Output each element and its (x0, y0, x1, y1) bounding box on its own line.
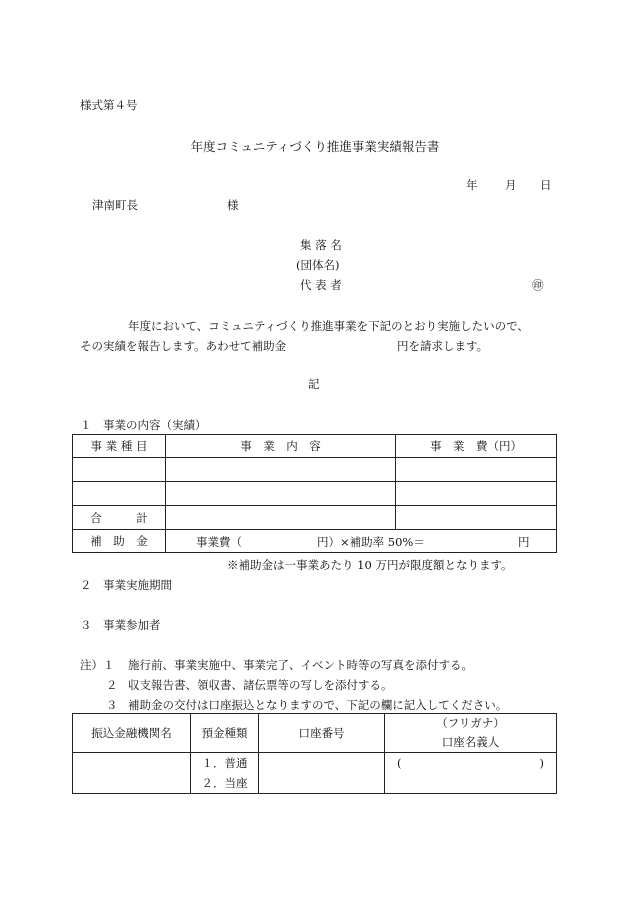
body-line-2b: 円を請求します。 (397, 339, 489, 353)
date-day: 日 (540, 178, 552, 192)
header-content: 事 業 内 容 (166, 435, 396, 458)
subsidy-calc-cell[interactable] (166, 530, 557, 553)
paren-close: ) (539, 756, 544, 770)
account-number-cell[interactable] (259, 753, 385, 794)
bank-name-header: 振込金融機関名 (73, 714, 191, 753)
body-line-1: 年度において、コミュニティづくり推進事業を下記のとおり実施したいので、 (128, 319, 529, 333)
cost-cell[interactable] (396, 458, 557, 482)
note-3: 補助金の交付は口座振込となりますので、下記の欄に記入してください。 (128, 698, 508, 712)
body-line-2a: その実績を報告します。あわせて補助金 (80, 339, 287, 353)
table-row (73, 482, 557, 506)
ki-label: 記 (308, 377, 320, 391)
form-number: 様式第４号 (80, 98, 138, 112)
content-cell[interactable] (166, 482, 396, 506)
account-holder-header (385, 714, 557, 753)
furigana-label: （フリガナ） (436, 716, 505, 730)
seal-mark: ㊞ (532, 278, 544, 292)
date-month: 月 (505, 178, 517, 192)
subsidy-text-c: 円 (518, 535, 530, 549)
representative-label: 代 表 者 (300, 278, 342, 292)
subsidy-note: ※補助金は一事業あたり 10 万円が限度額となります。 (227, 558, 513, 572)
total-content-cell[interactable] (166, 506, 396, 530)
settlement-label: 集 落 名 (300, 238, 342, 252)
total-label: 合 計 (73, 506, 166, 530)
bank-name-cell[interactable] (73, 753, 191, 794)
account-holder-cell[interactable] (385, 753, 557, 794)
addressee-honorific: 様 (227, 198, 239, 212)
section2-heading: ２ 事業実施期間 (80, 578, 172, 592)
header-cost: 事 業 費（円） (396, 435, 557, 458)
table-row (73, 458, 557, 482)
header-category: 事 業 種 目 (73, 435, 166, 458)
cost-cell[interactable] (396, 482, 557, 506)
subsidy-text-b: 円）×補助率 50%＝ (317, 535, 425, 549)
account-number-header: 口座番号 (259, 714, 385, 753)
option-ordinary[interactable]: １．普通 (201, 756, 248, 770)
content-cell[interactable] (166, 458, 396, 482)
subsidy-text-a: 事業費（ (196, 535, 242, 549)
subsidy-row (73, 530, 557, 553)
note-1: 施行前、事業実施中、事業完了、イベント時等の写真を添付する。 (128, 658, 473, 672)
category-cell[interactable] (73, 482, 166, 506)
paren-open: ( (397, 756, 402, 770)
holder-name-label: 口座名義人 (441, 735, 500, 749)
date-year: 年 (466, 178, 478, 192)
deposit-type-header: 預金種類 (191, 714, 259, 753)
note-lead: 注）１ (80, 658, 115, 672)
bank-table (72, 713, 557, 794)
total-cost-cell[interactable] (396, 506, 557, 530)
note-3-number: ３ (106, 698, 118, 712)
section1-heading: １ 事業の内容（実績） (80, 418, 207, 432)
note-2: 収支報告書、領収書、諸伝票等の写しを添付する。 (128, 678, 393, 692)
note-2-number: ２ (106, 678, 118, 692)
page-title: 年度コミュニティづくり推進事業実績報告書 (190, 139, 440, 154)
group-label: (団体名) (296, 258, 340, 272)
total-row (73, 506, 557, 530)
work-table (72, 434, 557, 553)
category-cell[interactable] (73, 458, 166, 482)
addressee-name: 津南町長 (92, 198, 138, 212)
subsidy-label: 補 助 金 (73, 530, 166, 553)
section3-heading: ３ 事業参加者 (80, 618, 161, 632)
option-current[interactable]: ２．当座 (201, 776, 248, 790)
deposit-type-cell[interactable] (191, 753, 259, 794)
